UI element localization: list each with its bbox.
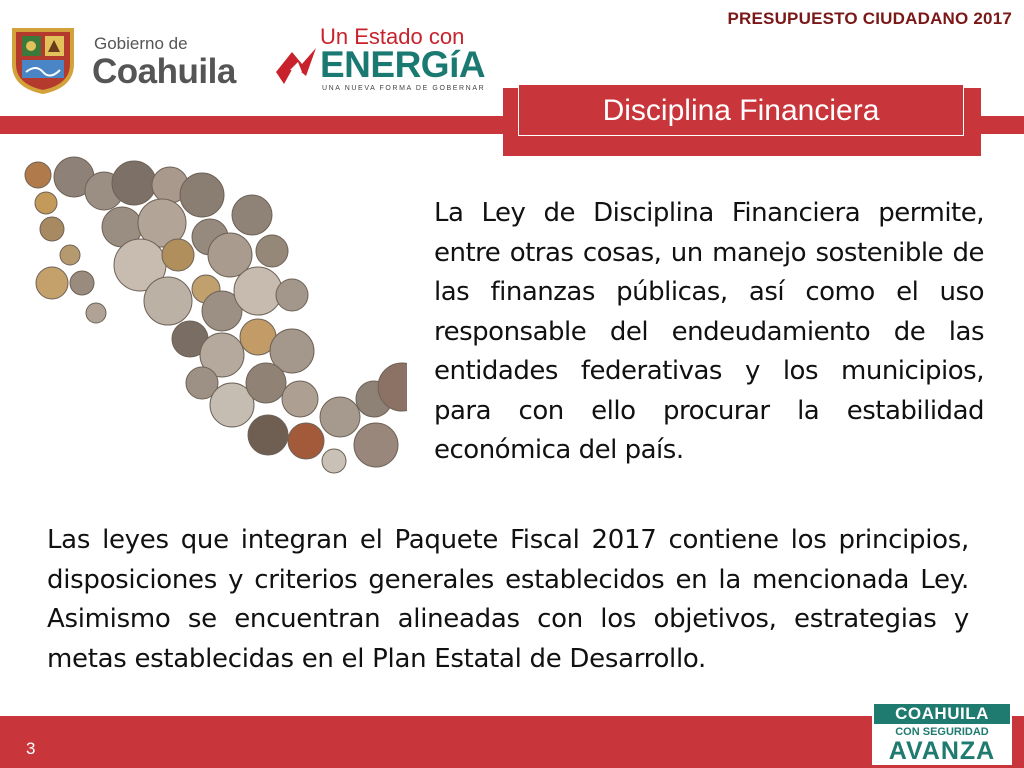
logo-energia-top-text: Un Estado con [320, 24, 465, 49]
header-divider-band [0, 116, 507, 134]
logo-energia-big-text: ENERGíA [320, 44, 486, 85]
coahuila-avanza-logo [872, 703, 1012, 765]
section-title: Disciplina Financiera [602, 94, 880, 127]
logo-gobierno-small-text: Gobierno de [94, 34, 188, 53]
footer-logo-bottom: AVANZA [888, 737, 996, 765]
page-number: 3 [26, 739, 36, 758]
un-estado-con-energia-logo [272, 22, 502, 100]
coins-map-image [22, 155, 407, 485]
paragraph-paquete-fiscal: Las leyes que integran el Paquete Fiscal 2017 contiene los principios, disposiciones y criterios generales establecidos en la mencionada Ley. Asimismo se encuentran alineadas con los objetivos, estrategias y metas establecidas en el Plan Estatal de Desarrollo. [47, 525, 969, 674]
footer-band [0, 716, 1024, 768]
footer-logo-top: COAHUILA [874, 704, 1010, 724]
document-header-title: PRESUPUESTO CIUDADANO 2017 [727, 9, 1012, 28]
header-divider-band-right [980, 116, 1024, 134]
gobierno-coahuila-logo [8, 22, 253, 98]
paragraph-ley-disciplina: La Ley de Disciplina Financiera permite, entre otras cosas, un manejo sostenible de las finanzas públicas, así como el uso responsable del endeudamiento de las entidades federativas y los municipios, para con ello procurar la estabilidad económica del país. [434, 198, 984, 465]
logo-energia-subtitle: UNA NUEVA FORMA DE GOBERNAR [322, 85, 486, 92]
footer-logo-mid: CON SEGURIDAD [895, 726, 989, 738]
coin-cluster [25, 157, 407, 473]
energia-star-icon [272, 42, 320, 90]
coat-of-arms-icon [8, 24, 78, 94]
logo-gobierno-big-text: Coahuila [92, 52, 236, 91]
